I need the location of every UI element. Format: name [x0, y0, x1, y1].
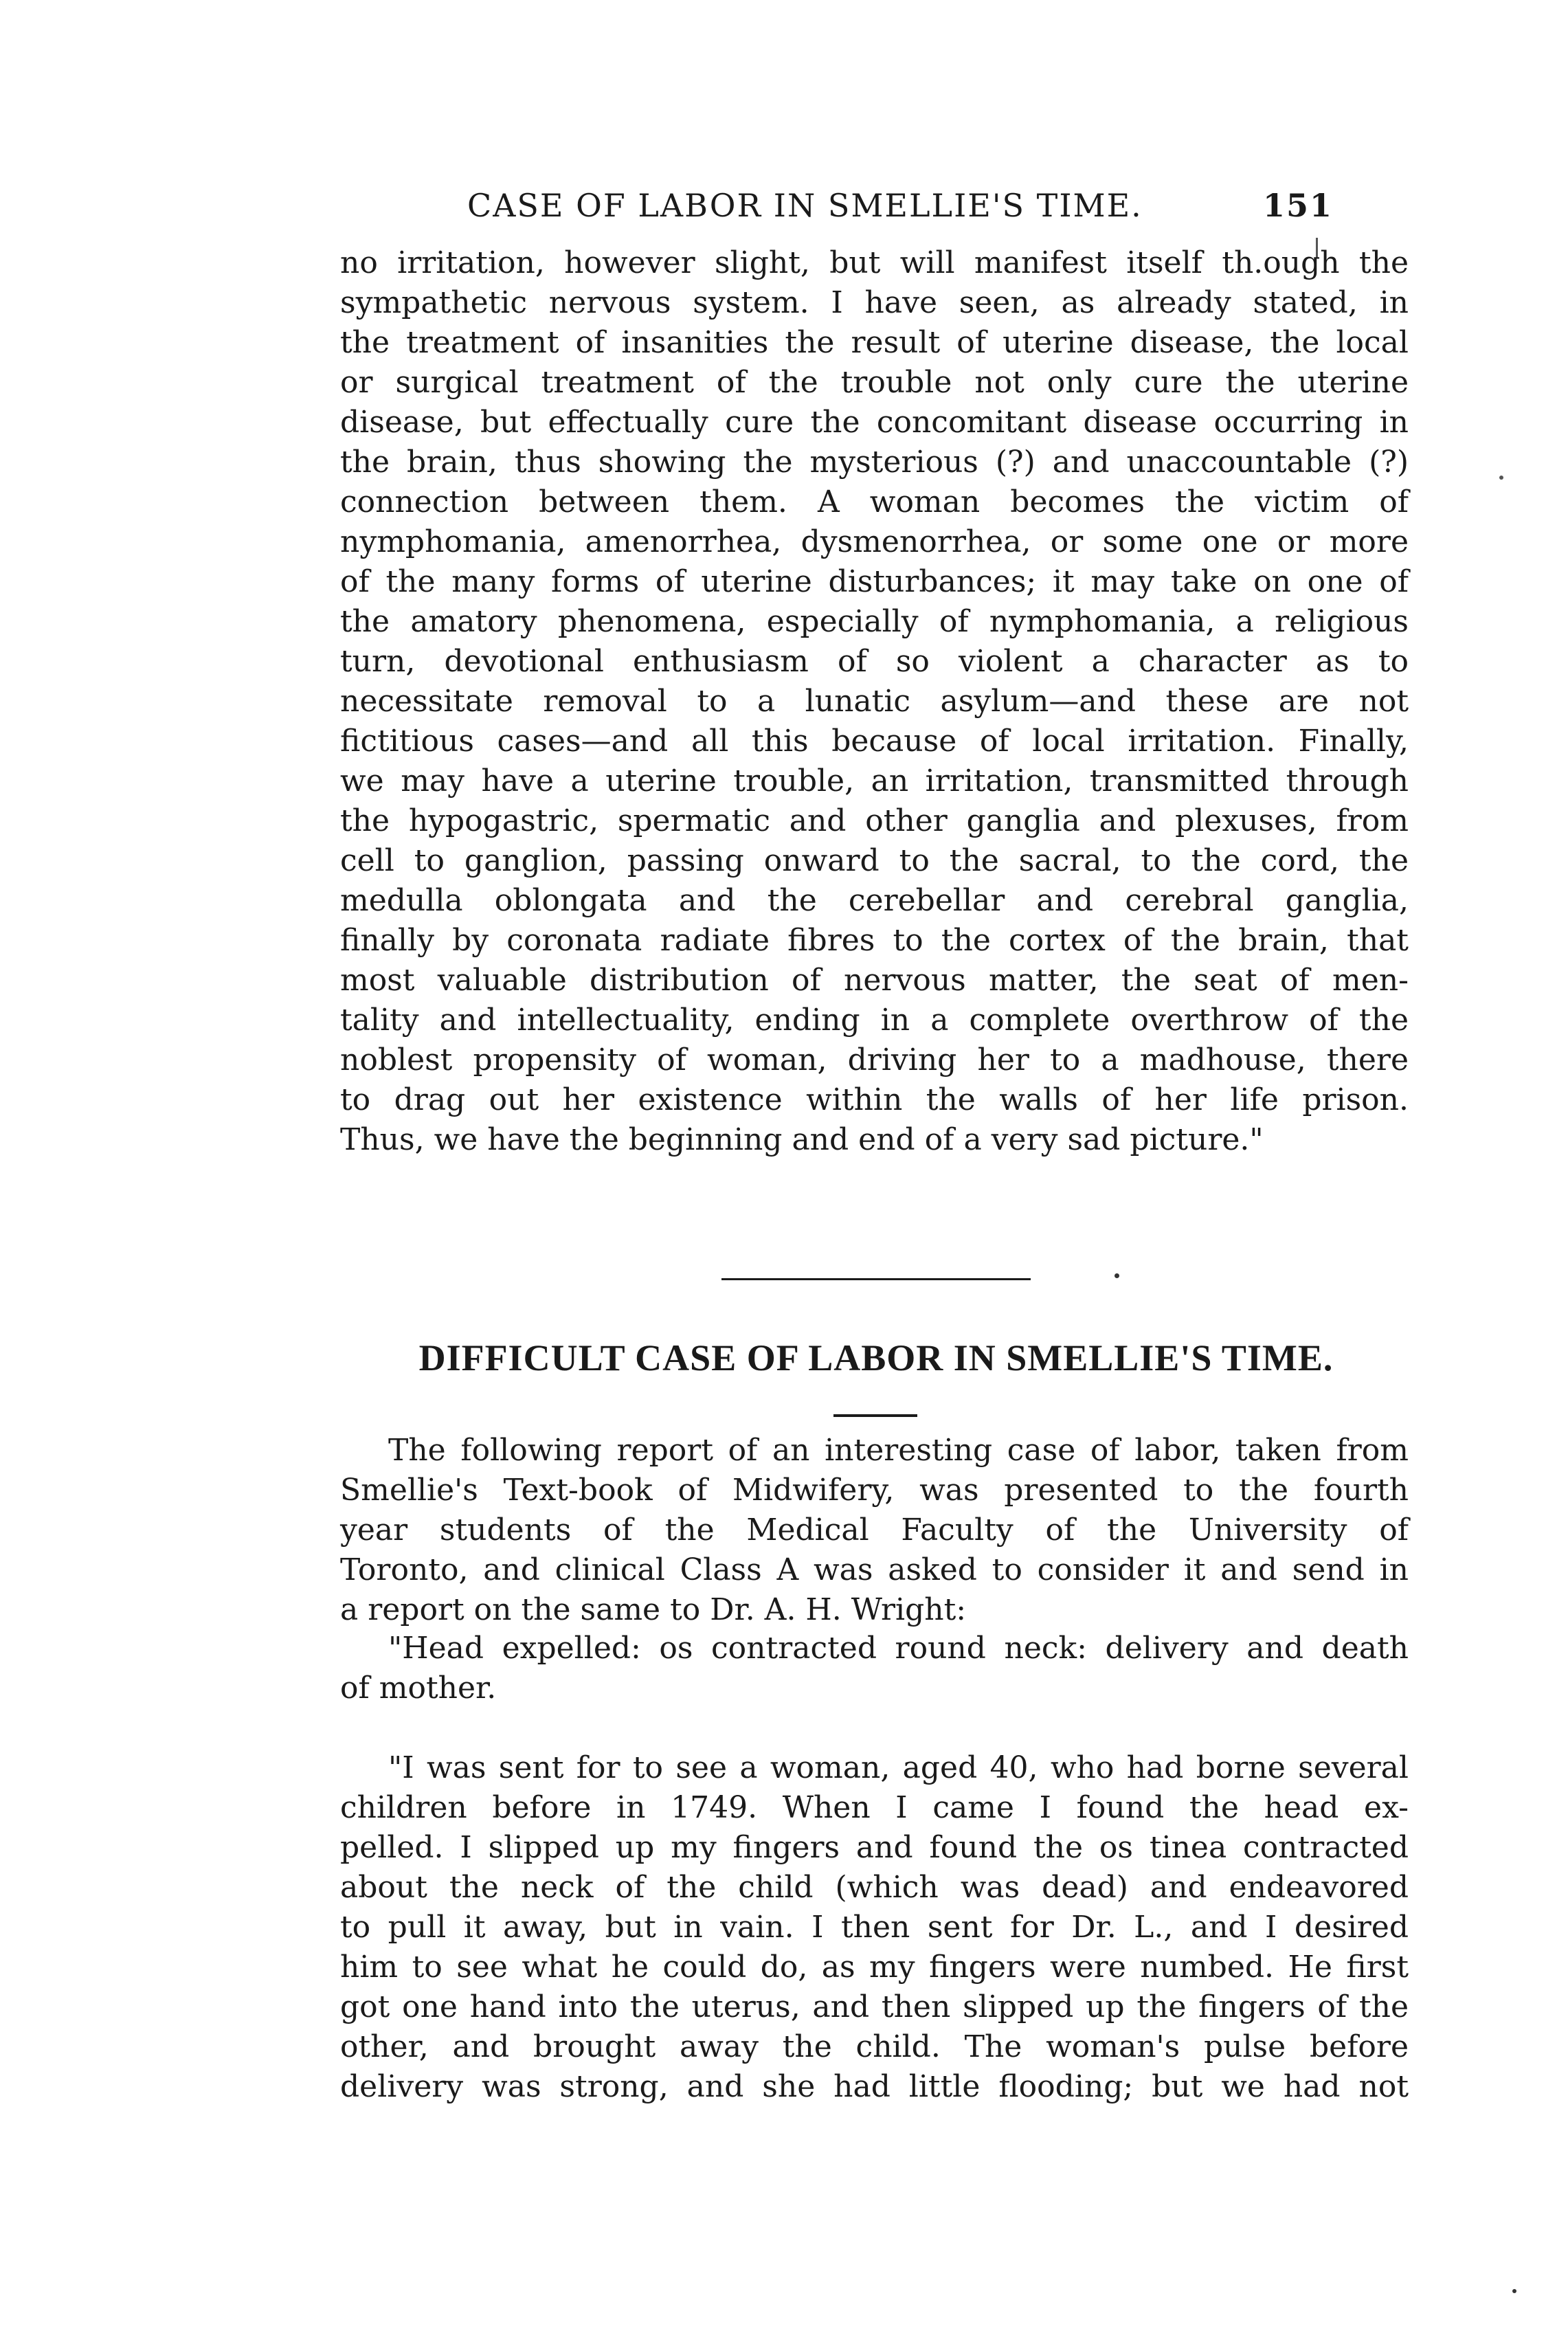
text-line: Toronto, and clinical Class A was asked to consider it and send in: [340, 1552, 1409, 1587]
text-line: sympathetic nervous system. I have seen, as already stated, in: [340, 285, 1409, 320]
text-line: the hypogastric, spermatic and other ganglia and plexuses, from: [340, 803, 1409, 838]
section-title: DIFFICULT CASE OF LABOR IN SMELLIE'S TIME.: [418, 1337, 1334, 1379]
text-line: cell to ganglion, passing onward to the sacral, to the cord, the: [340, 843, 1409, 878]
text-line: finally by coronata radiate fibres to the cortex of the brain, that: [340, 923, 1409, 958]
text-line: "I was sent for to see a woman, aged 40, who had borne several: [388, 1750, 1409, 1785]
text-line: or surgical treatment of the trouble not only cure the uterine: [340, 365, 1409, 400]
text-line: the brain, thus showing the mysterious (?) and unaccountable (?): [340, 445, 1409, 480]
running-title: CASE OF LABOR IN SMELLIE'S TIME.: [467, 187, 1143, 224]
text-line: to pull it away, but in vain. I then sent for Dr. L., and I desired: [340, 1910, 1409, 1945]
text-line: connection between them. A woman becomes the victim of: [340, 484, 1409, 520]
print-speck: [1115, 1273, 1119, 1278]
text-line: the amatory phenomena, especially of nymphomania, a religious: [340, 604, 1409, 639]
text-line: to drag out her existence within the walls of her life prison.: [340, 1082, 1409, 1117]
quote-heading: [340, 1629, 1409, 1708]
text-line: other, and brought away the child. The woman's pulse before: [340, 2029, 1409, 2064]
text-line: we may have a uterine trouble, an irritation, transmitted through: [340, 763, 1409, 799]
text-line: fictitious cases—and all this because of local irritation. Finally,: [340, 724, 1409, 759]
text-line: Smellie's Text-book of Midwifery, was presented to the fourth: [340, 1473, 1409, 1508]
paragraph-continued: [340, 243, 1409, 1160]
text-line: year students of the Medical Faculty of the University of: [340, 1513, 1409, 1548]
text-line: disease, but effectually cure the concomitant disease occurring in: [340, 405, 1409, 440]
text-line: The following report of an interesting case of labor, taken from: [388, 1433, 1409, 1468]
text-line: medulla oblongata and the cerebellar and cerebral ganglia,: [340, 883, 1409, 918]
text-line: a report on the same to Dr. A. H. Wright:: [340, 1592, 967, 1627]
text-line: about the neck of the child (which was dead) and endeavored: [340, 1870, 1409, 1905]
page-number: 151: [1262, 187, 1333, 224]
text-line: nymphomania, amenorrhea, dysmenorrhea, or some one or more: [340, 524, 1409, 559]
print-speck: [1512, 2289, 1516, 2293]
text-line: children before in 1749. When I came I found the head ex-: [340, 1790, 1409, 1825]
print-speck: [1499, 476, 1503, 480]
text-line: of mother.: [340, 1671, 497, 1706]
title-rule: [833, 1414, 917, 1417]
text-line: most valuable distribution of nervous matter, the seat of men-: [340, 963, 1409, 998]
text-line: no irritation, however slight, but will manifest itself th.ough the: [340, 245, 1409, 280]
text-line: "Head expelled: os contracted round neck: delivery and death: [388, 1631, 1409, 1666]
text-line: Thus, we have the beginning and end of a very sad picture.": [340, 1122, 1264, 1157]
text-line: turn, devotional enthusiasm of so violent a character as to: [340, 644, 1409, 679]
text-line: noblest propensity of woman, driving her to a madhouse, there: [340, 1042, 1409, 1078]
text-line: tality and intellectuality, ending in a complete overthrow of the: [340, 1003, 1409, 1038]
text-line: him to see what he could do, as my fingers were numbed. He first: [340, 1950, 1409, 1985]
text-line: the treatment of insanities the result of uterine disease, the local: [340, 325, 1409, 360]
text-line: got one hand into the uterus, and then slipped up the fingers of the: [340, 1989, 1409, 2024]
text-line: delivery was strong, and she had little flooding; but we had not: [340, 2069, 1409, 2104]
text-line: pelled. I slipped up my fingers and found the os tinea contracted: [340, 1830, 1409, 1865]
running-head: [467, 187, 1354, 235]
intro-paragraph: [340, 1431, 1409, 1630]
text-line: necessitate removal to a lunatic asylum—and these are not: [340, 684, 1409, 719]
section-divider: [721, 1278, 1031, 1280]
quote-body: [340, 1748, 1409, 2107]
text-line: of the many forms of uterine disturbances; it may take on one of: [340, 564, 1409, 599]
